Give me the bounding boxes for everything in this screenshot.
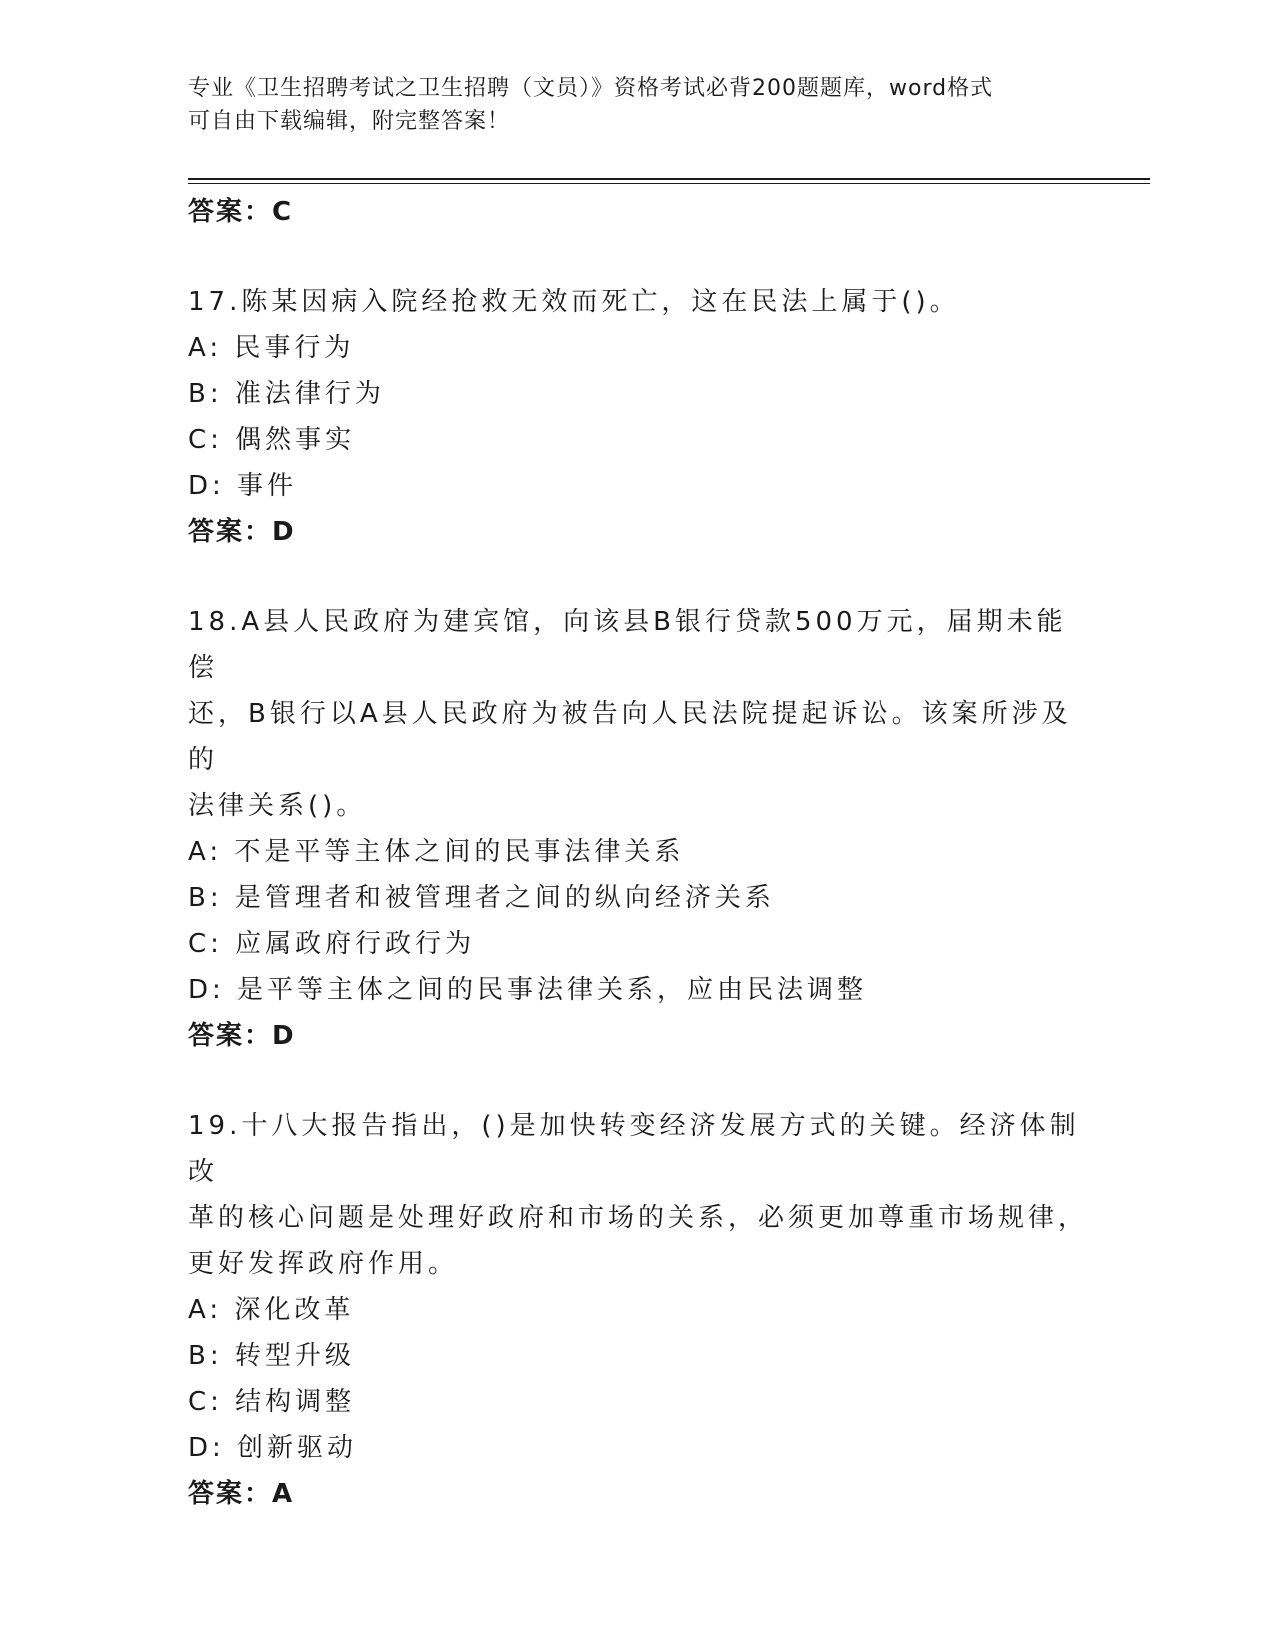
option-a: A: 不是平等主体之间的民事法律关系 xyxy=(188,837,685,867)
option-d: D: 创新驱动 xyxy=(188,1433,358,1463)
question-block xyxy=(188,279,1088,555)
question-text: 更好发挥政府作用。 xyxy=(188,1249,459,1279)
answer-line: 答案：D xyxy=(188,517,296,547)
question-text: 革的核心问题是处理好政府和市场的关系，必须更加尊重市场规律， xyxy=(188,1203,1089,1233)
option-b: B: 是管理者和被管理者之间的纵向经济关系 xyxy=(188,883,775,913)
option-d: D: 事件 xyxy=(188,471,298,501)
option-d: D: 是平等主体之间的民事法律关系，应由民法调整 xyxy=(188,975,868,1005)
header-divider-thick xyxy=(188,178,1150,180)
option-c: C: 应属政府行政行为 xyxy=(188,929,476,959)
option-c: C: 偶然事实 xyxy=(188,425,356,455)
option-a: A: 民事行为 xyxy=(188,333,355,363)
question-block xyxy=(188,1103,1088,1517)
header-line-2: 可自由下载编辑，附完整答案！ xyxy=(188,109,511,134)
option-b: B: 准法律行为 xyxy=(188,379,385,409)
option-a: A: 深化改革 xyxy=(188,1295,355,1325)
question-text: 18.A县人民政府为建宾馆，向该县B银行贷款500万元，届期未能偿 xyxy=(188,607,1067,683)
header-divider-thin xyxy=(188,183,1150,184)
document-header xyxy=(188,72,1088,138)
answer-line: 答案：D xyxy=(188,1021,296,1051)
question-block xyxy=(188,599,1088,1059)
question-text: 19.十八大报告指出，()是加快转变经济发展方式的关键。经济体制改 xyxy=(188,1111,1080,1187)
document-body xyxy=(188,189,1088,1517)
option-c: C: 结构调整 xyxy=(188,1387,356,1417)
question-text: 法律关系()。 xyxy=(188,791,367,821)
question-text: 还，B银行以A县人民政府为被告向人民法院提起诉讼。该案所涉及的 xyxy=(188,699,1072,775)
answer-line: 答案：C xyxy=(188,197,294,227)
answer-line: 答案：A xyxy=(188,1479,295,1509)
question-text: 17.陈某因病入院经抢救无效而死亡，这在民法上属于()。 xyxy=(188,287,960,317)
header-line-1: 专业《卫生招聘考试之卫生招聘（文员）》资格考试必背200题题库，word格式 xyxy=(188,76,994,101)
option-b: B: 转型升级 xyxy=(188,1341,355,1371)
